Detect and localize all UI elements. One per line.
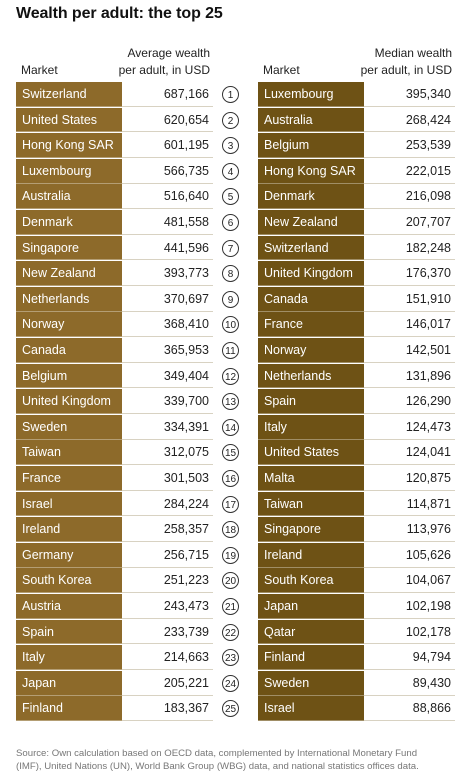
rank-badge: 11: [222, 342, 239, 359]
left-value-cell: 349,404: [122, 364, 213, 389]
right-market-cell: South Korea: [258, 568, 364, 593]
left-market-cell: Finland: [16, 696, 122, 721]
rank-badge: 21: [222, 598, 239, 615]
rank-badge: 4: [222, 163, 239, 180]
left-market-cell: Singapore: [16, 236, 122, 261]
left-market-cell: United States: [16, 108, 122, 133]
right-value-cell: 88,866: [364, 696, 455, 721]
right-market-cell: Netherlands: [258, 364, 364, 389]
right-value-cell: 146,017: [364, 312, 455, 337]
left-market-header: Market: [21, 63, 58, 77]
right-market-header: Market: [263, 63, 300, 77]
left-column-header-line2: per adult, in USD: [118, 63, 210, 77]
rank-badge: 7: [222, 240, 239, 257]
source-note: [16, 747, 456, 773]
right-market-cell: Taiwan: [258, 492, 364, 517]
right-market-cell: Japan: [258, 594, 364, 619]
source-line-2: (IMF), United Nations (UN), World Bank Group (WBG) data, and national statistics offices data.: [16, 761, 419, 772]
right-value-cell: 102,178: [364, 620, 455, 645]
left-market-cell: Taiwan: [16, 440, 122, 465]
source-line-1: Source: Own calculation based on OECD data, complemented by International Monetary Fund: [16, 748, 418, 759]
left-value-cell: 368,410: [122, 312, 213, 337]
rank-badge: 13: [222, 393, 239, 410]
rank-badge: 25: [222, 700, 239, 717]
right-table-row: [258, 466, 455, 491]
right-value-cell: 216,098: [364, 184, 455, 209]
rank-badge: 16: [222, 470, 239, 487]
right-value-cell: 113,976: [364, 517, 455, 542]
left-market-cell: Netherlands: [16, 287, 122, 312]
left-market-cell: South Korea: [16, 568, 122, 593]
left-value-cell: 334,391: [122, 415, 213, 440]
right-market-cell: Switzerland: [258, 236, 364, 261]
left-value-cell: 620,654: [122, 108, 213, 133]
right-market-cell: Australia: [258, 108, 364, 133]
right-market-cell: Denmark: [258, 184, 364, 209]
left-market-cell: Austria: [16, 594, 122, 619]
right-value-cell: 182,248: [364, 236, 455, 261]
rank-badge: 8: [222, 265, 239, 282]
right-column-header-line2: per adult, in USD: [360, 63, 452, 77]
left-market-cell: Belgium: [16, 364, 122, 389]
right-table-row: [258, 440, 455, 465]
left-market-cell: Japan: [16, 671, 122, 696]
right-market-cell: Malta: [258, 466, 364, 491]
rank-badge: 14: [222, 419, 239, 436]
right-value-cell: 89,430: [364, 671, 455, 696]
left-value-cell: 516,640: [122, 184, 213, 209]
right-table-row: [258, 82, 455, 107]
left-value-cell: 339,700: [122, 389, 213, 414]
right-table-row: [258, 108, 455, 133]
rank-badge: 20: [222, 572, 239, 589]
left-value-cell: 393,773: [122, 261, 213, 286]
rank-badge: 1: [222, 86, 239, 103]
rank-badge: 6: [222, 214, 239, 231]
right-value-cell: 94,794: [364, 645, 455, 670]
left-market-cell: Spain: [16, 620, 122, 645]
right-market-cell: United Kingdom: [258, 261, 364, 286]
right-table-row: [258, 133, 455, 158]
right-table-row: [258, 543, 455, 568]
right-market-cell: United States: [258, 440, 364, 465]
rank-badge: 15: [222, 444, 239, 461]
right-table-row: [258, 312, 455, 337]
right-table-row: [258, 159, 455, 184]
right-market-cell: Italy: [258, 415, 364, 440]
right-table-row: [258, 620, 455, 645]
right-table-row: [258, 594, 455, 619]
right-value-cell: 222,015: [364, 159, 455, 184]
rank-badge: 18: [222, 521, 239, 538]
right-market-cell: Singapore: [258, 517, 364, 542]
right-market-cell: Canada: [258, 287, 364, 312]
page-title: Wealth per adult: the top 25: [16, 5, 223, 22]
right-table-row: [258, 287, 455, 312]
right-value-cell: 268,424: [364, 108, 455, 133]
right-value-cell: 114,871: [364, 492, 455, 517]
left-market-cell: Ireland: [16, 517, 122, 542]
left-value-cell: 481,558: [122, 210, 213, 235]
left-market-cell: France: [16, 466, 122, 491]
right-column-header-line1: Median wealth: [374, 46, 452, 60]
right-value-cell: 395,340: [364, 82, 455, 107]
right-table-row: [258, 389, 455, 414]
rank-badge: 5: [222, 188, 239, 205]
left-value-cell: 258,357: [122, 517, 213, 542]
left-value-cell: 365,953: [122, 338, 213, 363]
right-table-row: [258, 338, 455, 363]
left-market-cell: Israel: [16, 492, 122, 517]
left-market-cell: Luxembourg: [16, 159, 122, 184]
left-value-cell: 284,224: [122, 492, 213, 517]
right-value-cell: 151,910: [364, 287, 455, 312]
right-market-cell: Ireland: [258, 543, 364, 568]
right-market-cell: Spain: [258, 389, 364, 414]
right-value-cell: 124,041: [364, 440, 455, 465]
right-table-row: [258, 364, 455, 389]
left-value-cell: 233,739: [122, 620, 213, 645]
right-table-row: [258, 210, 455, 235]
left-market-cell: Germany: [16, 543, 122, 568]
right-value-cell: 207,707: [364, 210, 455, 235]
rank-badge: 22: [222, 624, 239, 641]
rank-badge: 3: [222, 137, 239, 154]
right-value-cell: 253,539: [364, 133, 455, 158]
left-value-cell: 214,663: [122, 645, 213, 670]
right-table-row: [258, 236, 455, 261]
right-value-cell: 176,370: [364, 261, 455, 286]
right-market-cell: Sweden: [258, 671, 364, 696]
right-table-row: [258, 415, 455, 440]
right-value-cell: 142,501: [364, 338, 455, 363]
rank-badge: 9: [222, 291, 239, 308]
left-value-cell: 251,223: [122, 568, 213, 593]
right-market-cell: Hong Kong SAR: [258, 159, 364, 184]
left-value-cell: 205,221: [122, 671, 213, 696]
right-table-row: [258, 696, 455, 721]
right-market-cell: Norway: [258, 338, 364, 363]
left-market-cell: Italy: [16, 645, 122, 670]
right-value-cell: 126,290: [364, 389, 455, 414]
right-market-cell: Qatar: [258, 620, 364, 645]
rank-badge: 2: [222, 112, 239, 129]
left-market-cell: New Zealand: [16, 261, 122, 286]
left-value-cell: 566,735: [122, 159, 213, 184]
left-market-cell: Denmark: [16, 210, 122, 235]
left-value-cell: 183,367: [122, 696, 213, 721]
right-market-cell: France: [258, 312, 364, 337]
left-value-cell: 243,473: [122, 594, 213, 619]
rank-badge: 19: [222, 547, 239, 564]
left-market-cell: Switzerland: [16, 82, 122, 107]
left-market-cell: Norway: [16, 312, 122, 337]
left-column-header-line1: Average wealth: [127, 46, 210, 60]
right-value-cell: 120,875: [364, 466, 455, 491]
right-value-cell: 102,198: [364, 594, 455, 619]
right-table-row: [258, 568, 455, 593]
right-table-row: [258, 645, 455, 670]
right-table-row: [258, 517, 455, 542]
left-value-cell: 370,697: [122, 287, 213, 312]
right-table-row: [258, 184, 455, 209]
right-market-cell: Luxembourg: [258, 82, 364, 107]
left-value-cell: 256,715: [122, 543, 213, 568]
rank-badge: 23: [222, 649, 239, 666]
right-market-cell: Belgium: [258, 133, 364, 158]
rank-badge: 10: [222, 316, 239, 333]
right-market-cell: Finland: [258, 645, 364, 670]
left-value-cell: 601,195: [122, 133, 213, 158]
rank-badge: 17: [222, 496, 239, 513]
left-value-cell: 301,503: [122, 466, 213, 491]
left-value-cell: 441,596: [122, 236, 213, 261]
right-value-cell: 105,626: [364, 543, 455, 568]
right-table-row: [258, 261, 455, 286]
rank-badge: 24: [222, 675, 239, 692]
left-market-cell: Canada: [16, 338, 122, 363]
left-value-cell: 687,166: [122, 82, 213, 107]
rank-badge: 12: [222, 368, 239, 385]
left-market-cell: Hong Kong SAR: [16, 133, 122, 158]
median-wealth-table: [258, 82, 455, 722]
right-value-cell: 104,067: [364, 568, 455, 593]
right-table-row: [258, 492, 455, 517]
right-market-cell: Israel: [258, 696, 364, 721]
left-market-cell: Australia: [16, 184, 122, 209]
left-value-cell: 312,075: [122, 440, 213, 465]
left-market-cell: Sweden: [16, 415, 122, 440]
right-table-row: [258, 671, 455, 696]
right-market-cell: New Zealand: [258, 210, 364, 235]
left-market-cell: United Kingdom: [16, 389, 122, 414]
right-value-cell: 124,473: [364, 415, 455, 440]
right-value-cell: 131,896: [364, 364, 455, 389]
